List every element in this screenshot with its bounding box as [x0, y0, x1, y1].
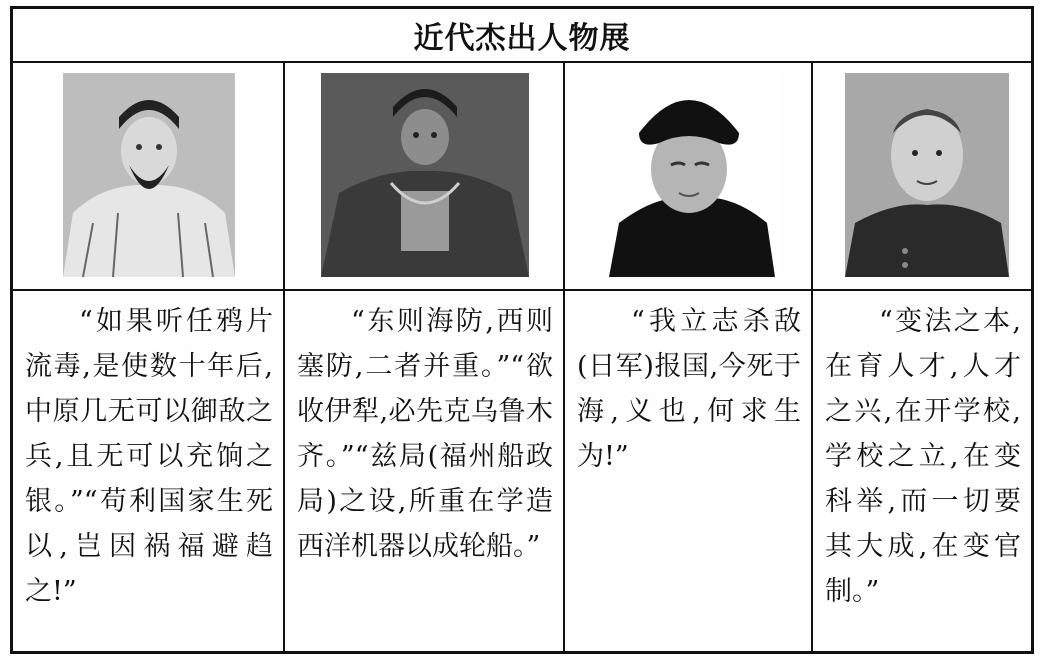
photo-cell-1: [13, 63, 283, 291]
portrait-naval-officer-icon: [599, 73, 779, 277]
quote-text-4: “变法之本,在育人才,人才之兴,在开学校,学校之立,在变科举,而一切要其大成,在变官制。”: [825, 306, 1021, 607]
figure-column-3: [563, 63, 811, 651]
quote-text-3: “我立志杀敌(日军)报国,今死于海,义也,何求生为!”: [577, 306, 801, 472]
table-title: 近代杰出人物展: [13, 9, 1031, 63]
figure-column-2: [283, 63, 563, 651]
exhibition-table: [10, 6, 1034, 654]
quote-text-1: “如果听任鸦片流毒,是使数十年后,中原几无可以御敌之兵,且无可以充饷之银。”“苟利国家生死以,岂因祸福避趋之!”: [25, 306, 273, 607]
quote-text-2: “东则海防,西则塞防,二者并重。”“欲收伊犁,必先克乌鲁木齐。”“兹局(福州船政局)之设,所重在学造西洋机器以成轮船。”: [297, 306, 553, 562]
figure-column-1: [13, 63, 283, 651]
figure-column-4: [811, 63, 1031, 651]
figure-columns: [13, 63, 1031, 651]
photo-cell-3: [565, 63, 811, 291]
photo-cell-2: [285, 63, 563, 291]
portrait-official-robed-icon: [321, 73, 529, 277]
portrait-young-reformer-icon: [845, 73, 1009, 277]
portrait-official-seated-icon: [63, 73, 235, 277]
photo-cell-4: [813, 63, 1031, 291]
